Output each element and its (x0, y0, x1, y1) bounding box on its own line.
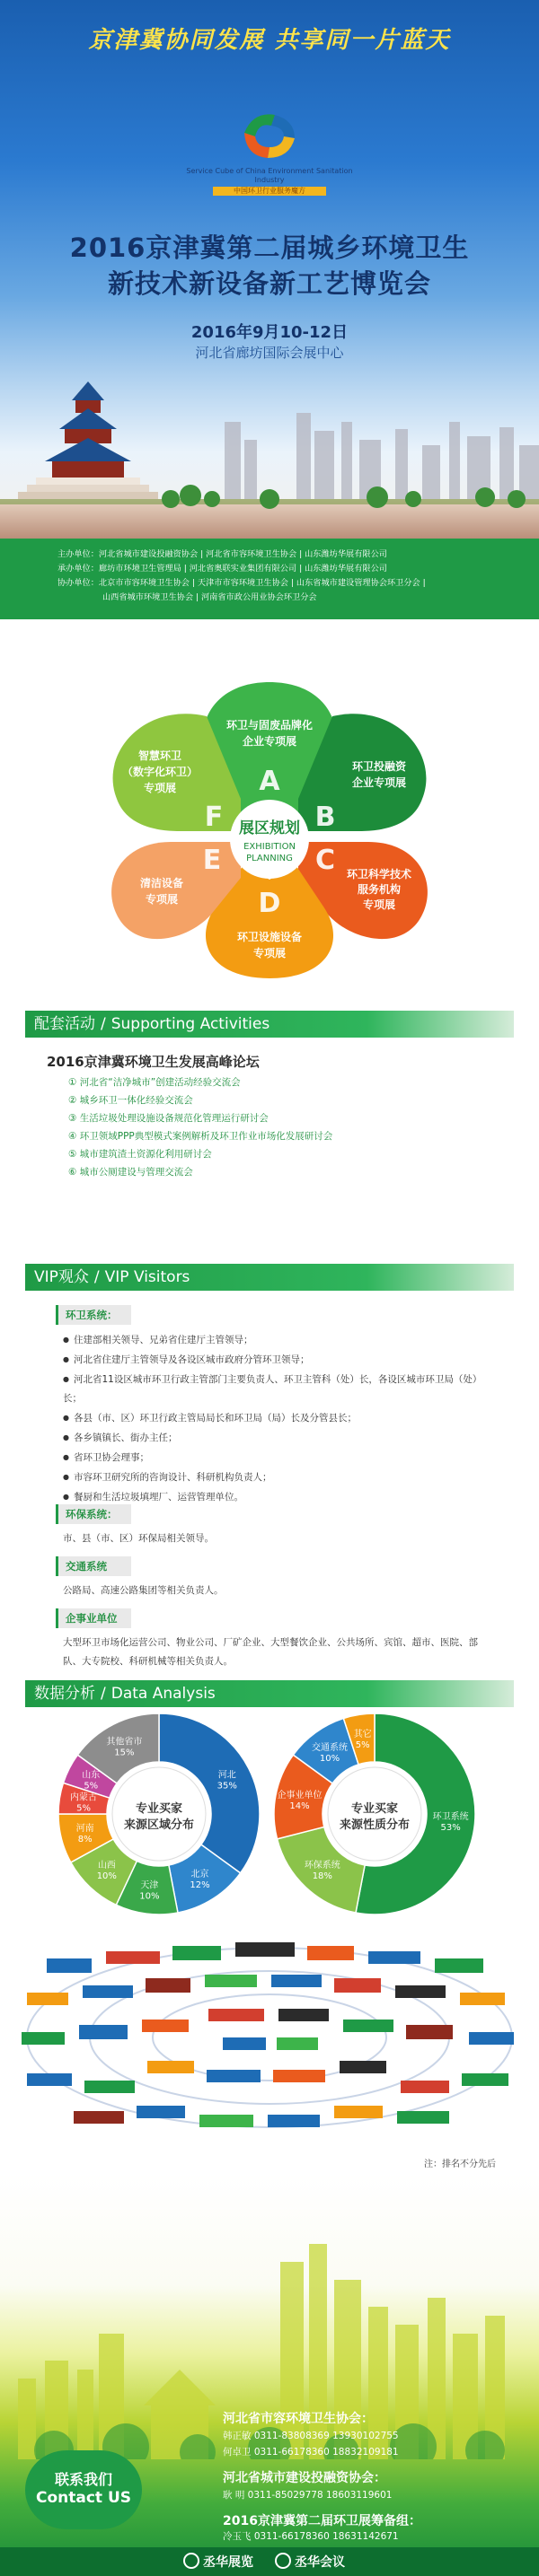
event-date: 2016年9月10-12日 (190, 323, 349, 342)
pie-slice-label: 环卫系统 (432, 1811, 469, 1822)
pie-title-line1: 专业买家 (135, 1802, 183, 1816)
zone-f-label3: 专项展 (143, 782, 177, 794)
vip-item: ● 河北省住建厅主管领导及各设区城市政府分管环卫领导； (63, 1350, 485, 1370)
zone-d-label2: 专项展 (252, 947, 287, 959)
vip-tag-transport: 交通系统 (56, 1556, 131, 1576)
slogan: 京津冀协同发展 共享同一片蓝天 (88, 27, 451, 54)
exhibitor-logo-wall (20, 1939, 519, 2136)
hero-banner (0, 0, 539, 539)
contact-org-heading: 河北省城市建设投融资协会： (223, 2471, 386, 2485)
region-distribution-pie-chart (56, 1711, 262, 1917)
section-header-vip: VIP观众 / VIP Visitors (25, 1264, 514, 1291)
section-header-activities: 配套活动 / Supporting Activities (25, 1011, 514, 1038)
pie-slice-value: 5% (84, 1781, 99, 1792)
contact-line: 韩正敏 0311-83808369 13930102755 (223, 2431, 399, 2441)
pie-slice-value: 15% (114, 1748, 135, 1758)
vip-enterprise-text: 大型环卫市场化运营公司、物业公司、厂矿企业、大型餐饮企业、公共场所、宾馆、超市、医院、部队、大专院校、科研机械等相关负责人。 (63, 1637, 478, 1667)
pie-slice-label: 河北 (217, 1770, 236, 1781)
wheel-center-en2: PLANNING (246, 854, 293, 863)
forum-title: 2016京津冀环境卫生发展高峰论坛 (47, 1054, 260, 1070)
main-title-line1: 2016京津冀第二届城乡环境卫生 (69, 232, 470, 263)
pie-slice-value: 5% (76, 1803, 91, 1814)
temple-of-heaven-illustration (18, 381, 158, 499)
zone-e-letter: E (202, 845, 222, 876)
vip-item: ● 各县（市、区）环卫行政主管局局长和环卫局（局）长及分管县长； (63, 1408, 485, 1428)
zone-f-label2: （数字化环卫） (121, 766, 199, 778)
pie-slice-label: 其他省市 (106, 1737, 143, 1748)
vip-sanitation-list (63, 1330, 485, 1507)
vip-tag-enterprise: 企事业单位 (56, 1608, 131, 1628)
organizer-row: 承办单位：廊坊市环境卫生管理局 | 河北省奥联实业集团有限公司 | 山东潍坊华展有限公司 (57, 564, 387, 574)
event-venue: 河北省廊坊国际会展中心 (195, 345, 344, 361)
section-header-en: Data Analysis (110, 1685, 216, 1703)
vip-environment-text: 市、县（市、区）环保局相关领导。 (63, 1533, 214, 1544)
organizer-row: 主办单位：河北省城市建设投融资协会 | 河北省市容环境卫生协会 | 山东潍坊华展有限公司 (57, 549, 387, 559)
pie-title-line2: 来源区域分布 (123, 1818, 195, 1832)
zone-c-label1: 环卫科学技术 (346, 868, 412, 881)
chenghua-logo-icon (275, 2553, 291, 2569)
footer-bar (0, 2547, 539, 2576)
wheel-center (230, 800, 309, 879)
pie-slice-label: 天津 (140, 1880, 159, 1891)
pie-slice-label: 北京 (190, 1869, 209, 1879)
section-header-cn: VIP观众 (34, 1268, 89, 1286)
vip-item: ● 餐厨和生活垃圾填埋厂、运营管理单位。 (63, 1487, 485, 1507)
contact-badge-cn: 联系我们 (54, 2471, 112, 2488)
pie-slice-value: 5% (355, 1740, 370, 1751)
footer-logo-exhibition (183, 2553, 253, 2571)
pie-slice-value: 18% (312, 1871, 332, 1881)
activity-item: ⑤ 城市建筑渣土资源化利用研讨会 (68, 1149, 212, 1160)
zone-f-letter: F (204, 802, 224, 833)
pie-slice-label: 环保系统 (304, 1860, 340, 1871)
zone-b-label1: 环卫投融资 (351, 760, 407, 773)
activity-item: ① 河北省“洁净城市”创建活动经验交流会 (68, 1077, 241, 1088)
activity-item: ⑥ 城市公厕建设与管理交流会 (68, 1167, 193, 1178)
activity-item: ③ 生活垃圾处理设施设备规范化管理运行研讨会 (68, 1113, 269, 1124)
pie-slice-value: 10% (139, 1891, 160, 1902)
pie-slice-value: 8% (77, 1835, 93, 1845)
vip-transport-text: 公路局、高速公路集团等相关负责人。 (63, 1585, 224, 1596)
wheel-center-title: 展区规划 (239, 819, 300, 837)
contact-badge-en: Contact US (35, 2489, 132, 2507)
zone-b-label2: 企业专项展 (351, 776, 407, 789)
section-header-data: 数据分析 / Data Analysis (25, 1680, 514, 1707)
contact-line: 冷玉飞 0311-66178360 18631142671 (223, 2531, 399, 2542)
zone-a-letter: A (259, 766, 280, 797)
event-logo-cube-icon (235, 106, 304, 165)
zone-a-label2: 企业专项展 (242, 735, 297, 748)
pie-slice-label: 企事业单位 (277, 1791, 323, 1801)
footer-logo-text: 丞华会议 (295, 2555, 345, 2570)
vip-item: ● 各乡镇镇长、街办主任； (63, 1428, 485, 1448)
ranking-note: 注：排名不分先后 (424, 2160, 496, 2169)
organizers-bar (0, 539, 539, 619)
zone-f-label1: 智慧环卫 (137, 749, 182, 762)
pie-slice-value: 12% (190, 1879, 210, 1890)
pie-slice-label: 交通系统 (312, 1743, 349, 1754)
pie-slice-label: 其它 (353, 1730, 372, 1740)
zone-d-label1: 环卫设施设备 (236, 931, 303, 943)
logo-caption-cn: 中国环卫行业服务魔方 (213, 187, 326, 196)
pie-slice-value: 10% (96, 1871, 117, 1881)
logo-caption-en: Service Cube of China Environment Sanitation Industry (186, 167, 353, 184)
chenghua-logo-icon (183, 2553, 199, 2569)
vip-item: ● 市容环卫研究所的咨询设计、科研机构负责人； (63, 1468, 485, 1487)
vip-tag-sanitation: 环卫系统： (56, 1305, 131, 1325)
zone-c-label3: 专项展 (362, 898, 396, 911)
activity-item: ② 城乡环卫一体化经验交流会 (68, 1095, 193, 1106)
organizer-row: 山西省城市环境卫生协会 | 河南省市政公用业协会环卫分会 (102, 592, 317, 602)
exhibition-planning-wheel (63, 655, 476, 987)
contact-org-heading: 2016京津冀第二届环卫展筹备组： (223, 2514, 421, 2528)
zone-a-label1: 环卫与固废品牌化 (225, 719, 314, 732)
contact-line: 何卓卫 0311-66178360 18832109181 (223, 2447, 399, 2458)
vip-item: ● 省环卫协会理事； (63, 1448, 485, 1468)
footer-logo-text: 丞华展览 (203, 2555, 253, 2570)
pie-slice-label: 河南 (75, 1824, 94, 1835)
footer-logo-conference (275, 2553, 345, 2571)
organizer-row: 协办单位：北京市市容环境卫生协会 | 天津市市容环境卫生协会 | 山东省城市建设管理协会环卫分会 | (57, 578, 426, 588)
vip-tag-environment: 环保系统： (56, 1504, 131, 1524)
section-header-cn: 配套活动 (34, 1015, 95, 1033)
vip-item: ● 住建部相关领导、兄弟省住建厅主管领导； (63, 1330, 485, 1350)
pie-slice-value: 14% (289, 1801, 310, 1812)
section-header-en: Supporting Activities (110, 1015, 270, 1033)
section-header-cn: 数据分析 (34, 1685, 95, 1703)
pie-slice-label: 内蒙古 (70, 1792, 98, 1803)
section-header-en: VIP Visitors (104, 1268, 190, 1286)
zone-e-label1: 清洁设备 (139, 877, 184, 889)
pie-slice-label: 山西 (97, 1860, 116, 1871)
main-title-line2: 新技术新设备新工艺博览会 (107, 268, 431, 299)
zone-e-label2: 专项展 (145, 893, 179, 906)
pie-slice-value: 35% (216, 1781, 237, 1792)
contact-us-badge (25, 2450, 142, 2529)
contact-org-heading: 河北省市容环境卫生协会： (223, 2412, 374, 2426)
pie-slice-value: 53% (440, 1822, 461, 1833)
logo-caption (180, 167, 359, 196)
vip-item: ● 河北省11设区城市环卫行政主管部门主要负责人、环卫主管科（处）长，各设区城市环卫局（处）长； (63, 1370, 485, 1408)
zone-b-letter: B (314, 802, 336, 833)
activity-item: ④ 环卫领域PPP典型模式案例解析及环卫作业市场化发展研讨会 (68, 1131, 333, 1142)
activity-list (68, 1073, 332, 1181)
zone-c-letter: C (314, 845, 336, 876)
pie-title-line1: 专业买家 (350, 1802, 399, 1816)
pie-title-line2: 来源性质分布 (339, 1818, 411, 1832)
wheel-center-en1: EXHIBITION (243, 842, 296, 852)
pie-slice-label: 山东 (82, 1770, 101, 1781)
contact-line: 耿 明 0311-85029778 18603119601 (223, 2490, 393, 2501)
pie-slice-value: 10% (319, 1754, 340, 1765)
zone-c-label2: 服务机构 (357, 883, 402, 896)
nature-distribution-pie-chart (271, 1711, 478, 1917)
zone-d-letter: D (258, 888, 281, 919)
